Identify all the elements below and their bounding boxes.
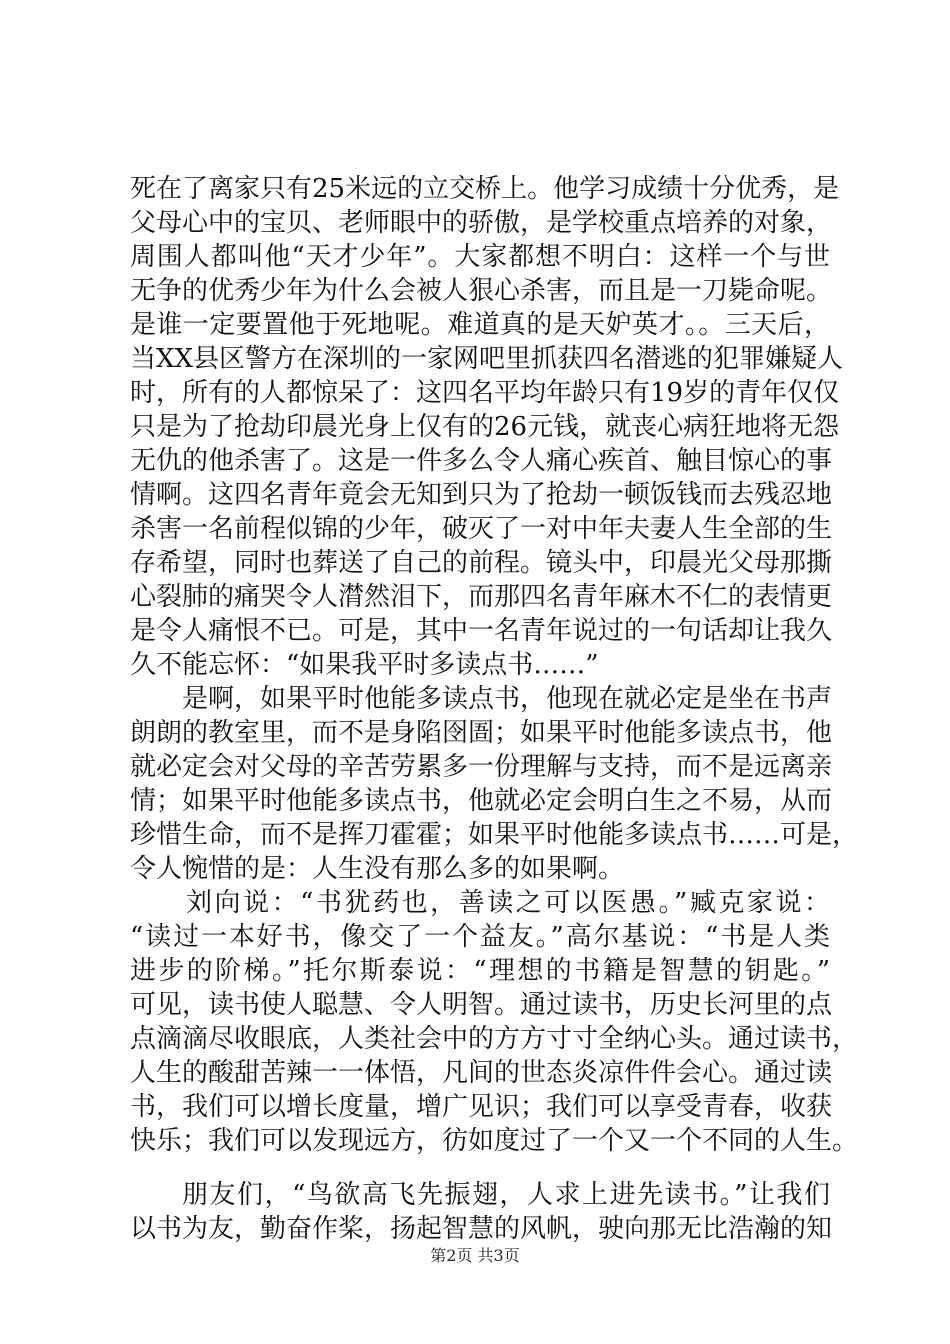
text-line: 父母心中的宝贝、老师眼中的骄傲，是学校重点培养的对象， [130, 208, 833, 238]
text-line: 珍惜生命，而不是挥刀霍霍；如果平时他能多读点书……可是， [130, 820, 859, 850]
paragraph-start-line: 朋友们，“鸟欲高飞先振翅，人求上进先读书。”让我们 [182, 1180, 830, 1210]
text-line: 朗朗的教室里，而不是身陷囹圄；如果平时他能多读点书，他 [130, 718, 833, 748]
text-line: 心裂肺的痛哭令人潸然泪下，而那四名青年麻木不仁的表情更 [130, 582, 833, 612]
text-line: 令人惋惜的是：人生没有那么多的如果啊。 [130, 854, 625, 884]
paragraph-start-line: 刘向说：“书犹药也，善读之可以医愚。”臧克家说： [186, 888, 830, 918]
text-line: 杀害一名前程似锦的少年，破灭了一对中年夫妻人生全部的生 [130, 514, 833, 544]
text-line: “读过一本好书，像交了一个益友。”高尔基说：“书是人类 [130, 922, 830, 952]
body-text [130, 172, 859, 1246]
text-line: 死在了离家只有25米远的立交桥上。他学习成绩十分优秀，是 [130, 174, 840, 204]
text-line: 人生的酸甜苦辣一一体悟，凡间的世态炎凉件件会心。通过读 [130, 1058, 833, 1088]
text-line: 是令人痛恨不已。可是，其中一名青年说过的一句话却让我久 [130, 616, 833, 646]
text-line: 以书为友，勤奋作桨，扬起智慧的风帆，驶向那无比浩瀚的知 [130, 1214, 833, 1244]
text-line: 周围人都叫他“天才少年”。大家都想不明白：这样一个与世 [130, 242, 830, 272]
text-line: 存希望，同时也葬送了自己的前程。镜头中，印晨光父母那撕 [130, 548, 833, 578]
paragraph-gap [130, 1158, 830, 1178]
text-line: 情；如果平时他能多读点书，他就必定会明白生之不易，从而 [130, 786, 833, 816]
paragraph-start-line: 是啊，如果平时他能多读点书，他现在就必定是坐在书声 [182, 684, 833, 714]
text-line: 只是为了抢劫印晨光身上仅有的26元钱，就丧心病狂地将无怨 [130, 412, 840, 442]
text-line: 情啊。这四名青年竟会无知到只为了抢劫一顿饭钱而去残忍地 [130, 480, 833, 510]
text-line: 进步的阶梯。”托尔斯泰说：“理想的书籍是智慧的钥匙。” [130, 956, 830, 986]
text-line: 当XX县区警方在深圳的一家网吧里抓获四名潜逃的犯罪嫌疑人 [130, 344, 844, 374]
page-footer: 第2页 共3页 [430, 1246, 520, 1265]
text-line: 快乐；我们可以发现远方，彷如度过了一个又一个不同的人生。 [130, 1126, 859, 1156]
text-line: 无仇的他杀害了。这是一件多么令人痛心疾首、触目惊心的事 [130, 446, 833, 476]
text-line: 无争的优秀少年为什么会被人狠心杀害，而且是一刀毙命呢。 [130, 276, 833, 306]
text-line: 是谁一定要置他于死地呢。难道真的是天妒英才。。三天后， [130, 310, 830, 340]
text-line: 久不能忘怀：“如果我平时多读点书……” [130, 650, 599, 680]
text-line: 时，所有的人都惊呆了：这四名平均年龄只有19岁的青年仅仅 [130, 378, 840, 408]
text-line: 就必定会对父母的辛苦劳累多一份理解与支持，而不是远离亲 [130, 752, 833, 782]
text-line: 可见，读书使人聪慧、令人明智。通过读书，历史长河里的点 [130, 990, 833, 1020]
text-line: 点滴滴尽收眼底，人类社会中的方方寸寸全纳心头。通过读书， [130, 1024, 859, 1054]
text-line: 书，我们可以增长度量，增广见识；我们可以享受青春，收获 [130, 1092, 833, 1122]
